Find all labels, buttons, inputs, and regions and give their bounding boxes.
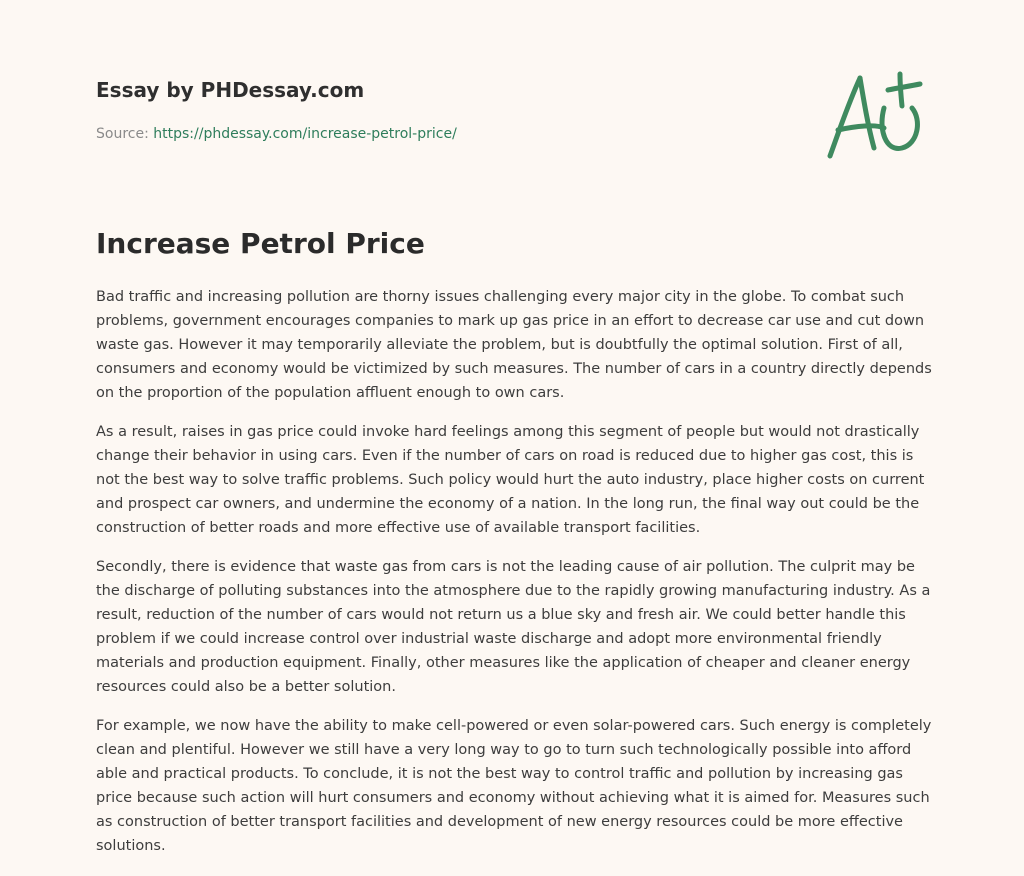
essay-paragraph: Bad traffic and increasing pollution are thorny issues challenging every major city in the globe. To combat such problems, government encourages companies to mark up gas price in an effort to decrease car use and cut down waste gas. However it may temporarily alleviate the problem, but is doubtfully the optimal solution. First of all, consumers and economy would be victimized by such measures. The number of cars in a country directly depends on the proportion of the population affluent enough to own cars. xyxy=(96,289,932,401)
essay-paragraph: As a result, raises in gas price could invoke hard feelings among this segment of people but would not drastically change their behavior in using cars. Even if the number of cars on road is reduced due to higher gas cost, this is not the best way to solve traffic problems. Such policy would hurt the auto industry, place higher costs on current and prospect car owners, and undermine the economy of a nation. In the long run, the final way out could be the construction of better roads and more effective use of available transport facilities. xyxy=(96,424,925,536)
site-title: Essay by PHDessay.com xyxy=(96,78,365,102)
a-plus-grade-icon xyxy=(822,68,926,164)
essay-paragraph: Secondly, there is evidence that waste gas from cars is not the leading cause of air pollution. The culprit may be the discharge of polluting substances into the atmosphere due to the rapidly growing manufacturing industry. As a result, reduction of the number of cars would not return us a blue sky and fresh air. We could better handle this problem if we could increase control over industrial waste discharge and adopt more environmental friendly materials and production equipment. Finally, other measures like the application of cheaper and cleaner energy resources could also be a better solution. xyxy=(96,559,931,695)
source-link[interactable]: https://phdessay.com/increase-petrol-price/ xyxy=(153,126,457,142)
source-label: Source: xyxy=(96,126,149,142)
a-plus-logo-svg xyxy=(822,68,926,164)
essay-paragraph: For example, we now have the ability to make cell-powered or even solar-powered cars. Such energy is completely clean and plentiful. However we still have a very long way to go to turn such technologically possible into afford able and practical products. To conclude, it is not the best way to control traffic and pollution by increasing gas price because such action will hurt consumers and economy without achieving what it is aimed for. Measures such as construction of better transport facilities and development of new energy resources could be more effective solutions. xyxy=(96,718,932,854)
essay-body xyxy=(96,285,936,873)
source-line xyxy=(96,124,796,144)
page-header xyxy=(96,76,796,144)
essay-title: Increase Petrol Price xyxy=(96,227,425,260)
